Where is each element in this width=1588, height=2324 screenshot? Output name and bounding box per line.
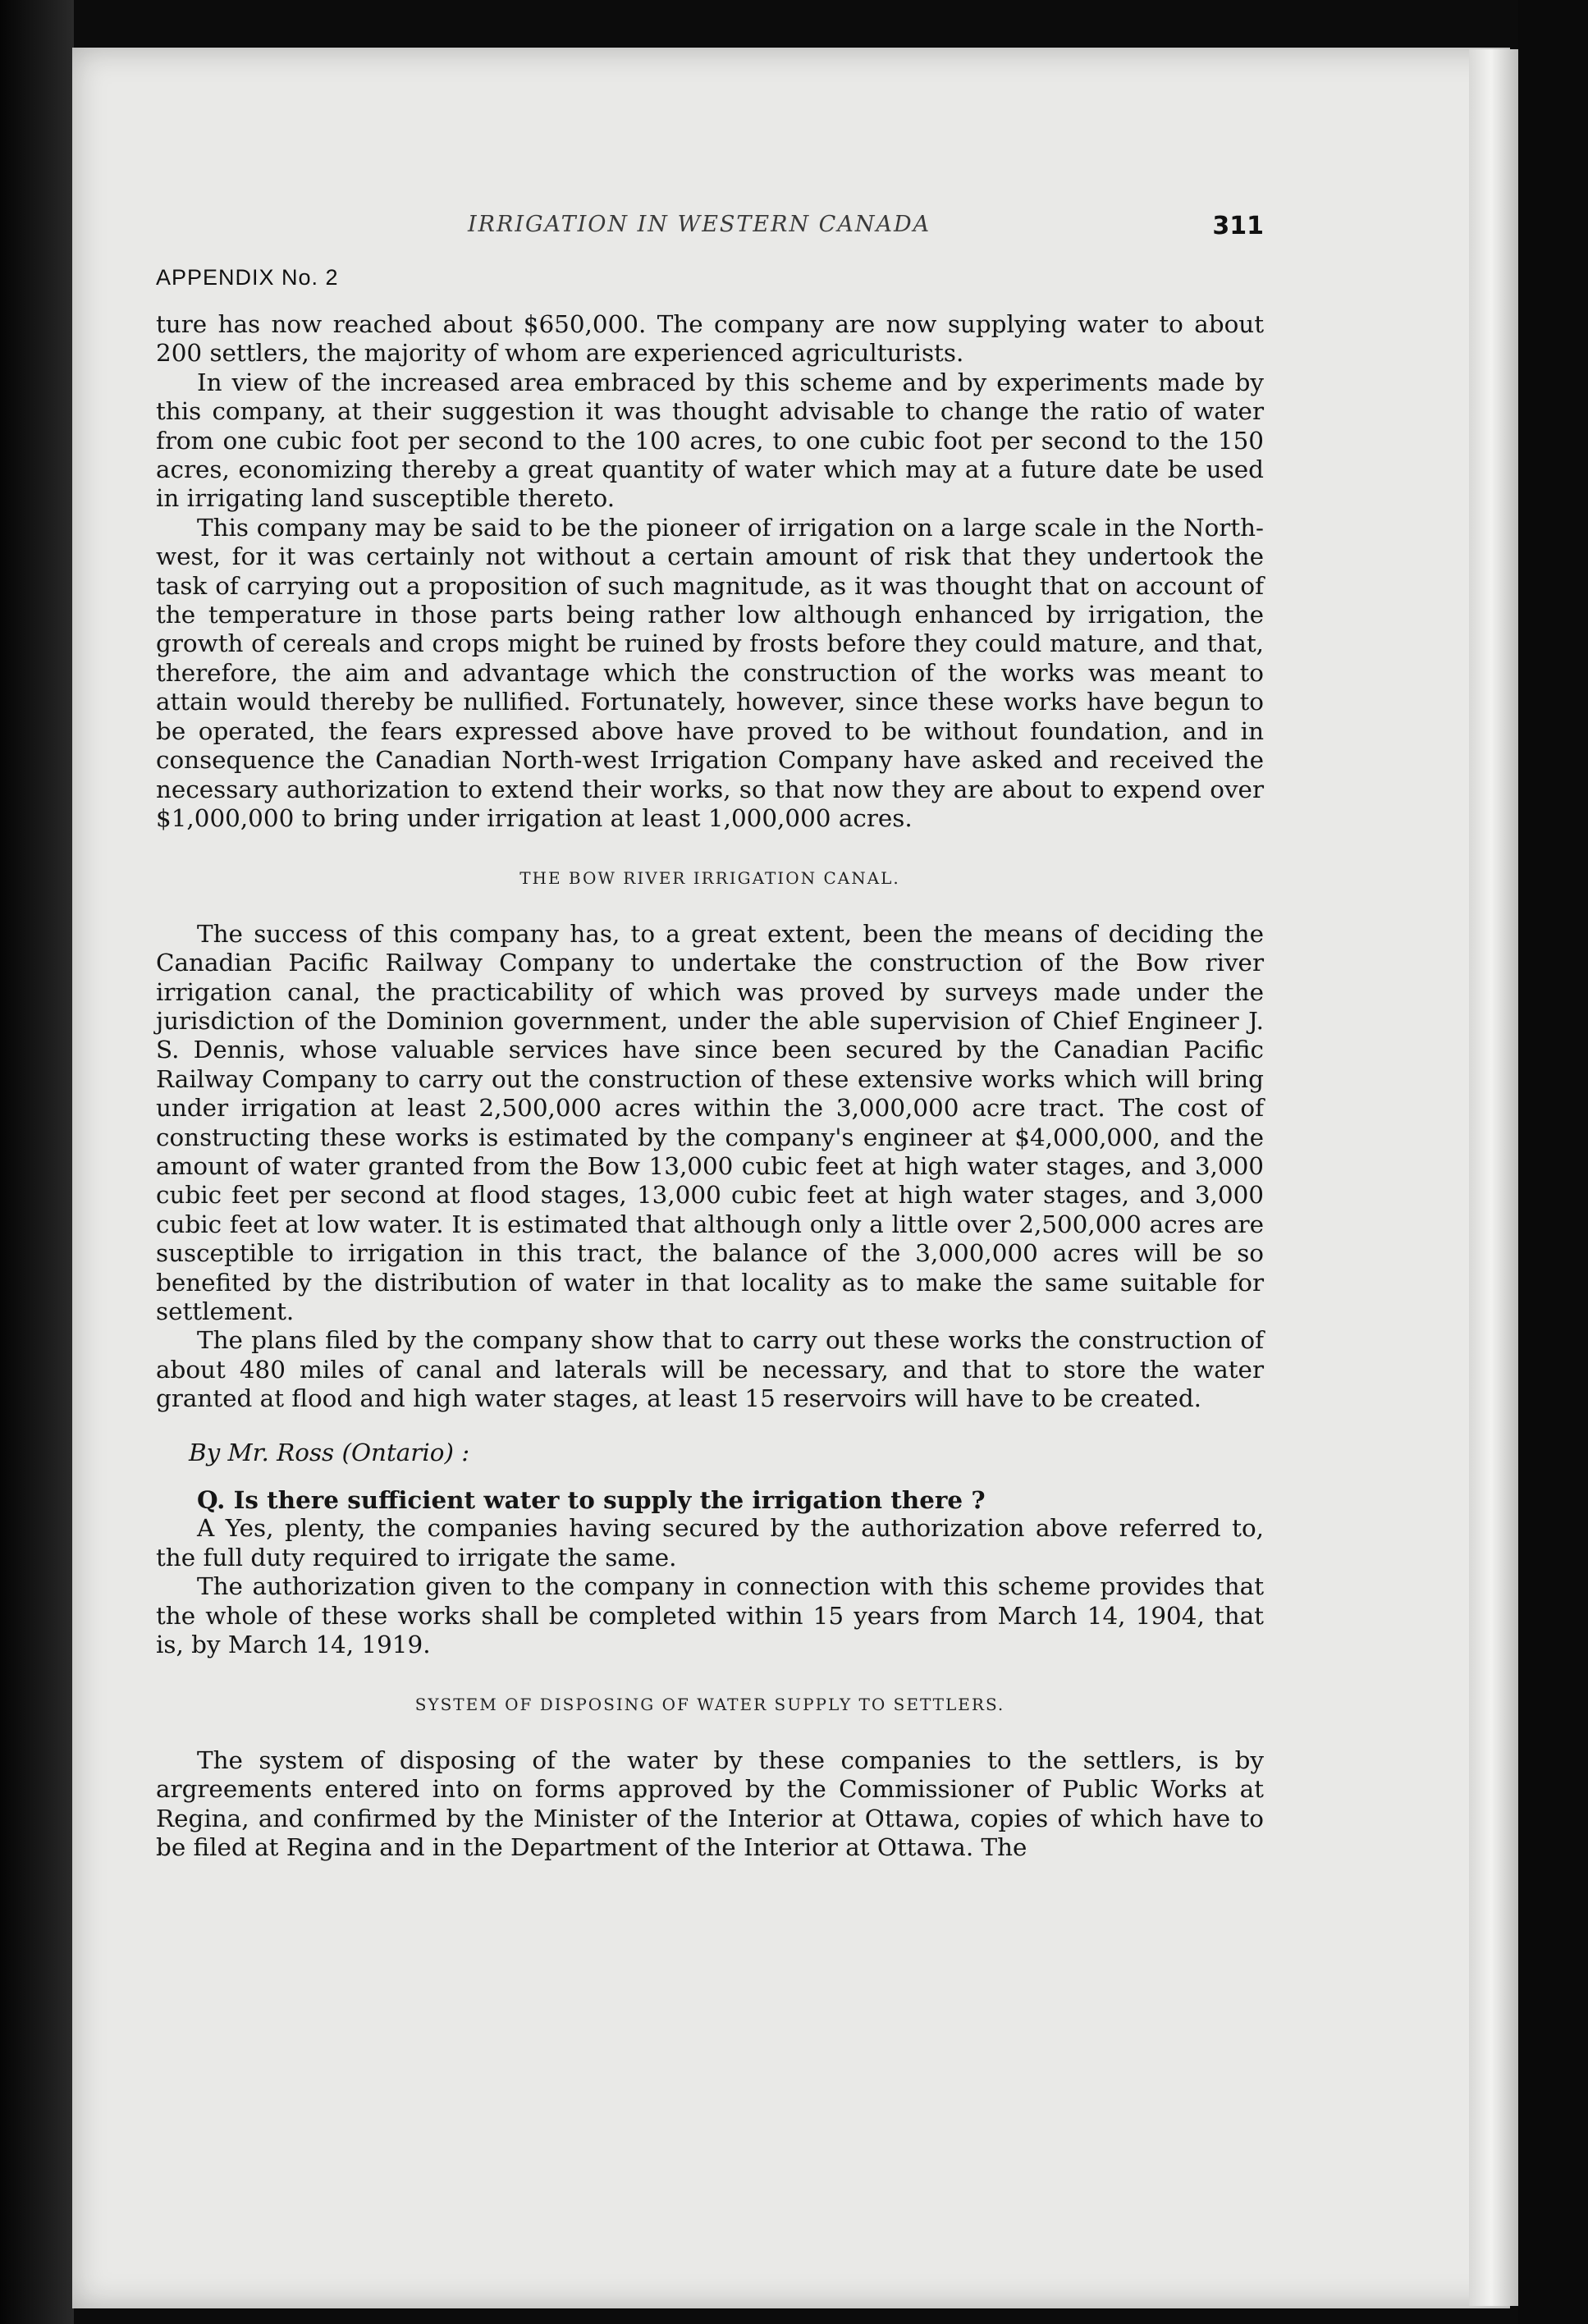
paragraph-3: This company may be said to be the pioneer of irrigation on a large scale in the North-west, for it was certainly not without a certain amount of risk that they undertook the task of carrying out a proposition of such magnitude, as it was thought that on account of the temperature in those parts being rather low although enhanced by irrigation, the growth of cereals and crops might be ruined by frosts before they could mature, and that, therefore, the aim and advantage which the construction of the works was meant to attain would thereby be nullified. Fortunately, however, since these works have begun to be operated, the fears expressed above have proved to be without foundation, and in consequence the Canadian North-west Irrigation Company have asked and received the necessary authorization to extend their works, so that now they are about to expend over $1,000,000 to bring under irrigation at least 1,000,000 acres. bbox=[156, 513, 1264, 832]
paragraph-1: ture has now reached about $650,000. The company are now supplying water to about 200 settlers, the majority of whom are experienced agriculturists. bbox=[156, 310, 1264, 368]
questioner-byline: By Mr. Ross (Ontario) : bbox=[189, 1438, 470, 1466]
body-text bbox=[156, 310, 1264, 1863]
running-head bbox=[156, 212, 1264, 253]
paragraph-5: The plans filed by the company show that to carry out these works the construction of about 480 miles of canal and laterals will be necessary, and that to store the water granted at flood and high water stages, at least 15 reservoirs will have to be created. bbox=[156, 1326, 1264, 1413]
paragraph-6: The authorization given to the company in connection with this scheme provides that the whole of these works shall be completed within 15 years from March 14, 1904, that is, by March 14, 1919. bbox=[156, 1572, 1264, 1659]
paragraph-7: The system of disposing of the water by these companies to the settlers, is by argreements entered into on forms approved by the Commissioner of Public Works at Regina, and confirmed by the Minister of the Interior at Ottawa, copies of which have to be filed at Regina and in the Department of the Interior at Ottawa. The bbox=[156, 1745, 1264, 1862]
page-edge-right bbox=[1469, 49, 1518, 2306]
answer: A Yes, plenty, the companies having secured by the authorization above referred to, the full duty required to irrigate the same. bbox=[156, 1514, 1264, 1571]
film-edge-right bbox=[1518, 0, 1588, 2324]
section-heading-bow-river: THE BOW RIVER IRRIGATION CANAL. bbox=[519, 868, 900, 889]
appendix-label: APPENDIX No. 2 bbox=[156, 265, 339, 290]
paragraph-2: In view of the increased area embraced by this scheme and by experiments made by this company, at their suggestion it was thought advisable to change the ratio of water from one cubic foot per second to the 100 acres, to one cubic foot per second to the 150 acres, economizing thereby a great quantity of water which may at a future date be used in irrigating land susceptible thereto. bbox=[156, 368, 1264, 513]
section-heading-water-supply: SYSTEM OF DISPOSING OF WATER SUPPLY TO SETTLERS. bbox=[414, 1695, 1005, 1715]
question-answer bbox=[156, 1485, 1264, 1659]
running-title: IRRIGATION IN WESTERN CANADA bbox=[468, 212, 931, 237]
page-number: 311 bbox=[1212, 212, 1264, 240]
paragraph-4: The success of this company has, to a great extent, been the means of deciding the Canadian Pacific Railway Company to undertake the construction of the Bow river irrigation canal, the practicability of which was proved by surveys made under the jurisdiction of the Dominion government, under the able supervision of Chief Engineer J. S. Dennis, whose valuable services have since been secured by the Canadian Pacific Railway Company to carry out the construction of these extensive works which will bring under irrigation at least 2,500,000 acres within the 3,000,000 acre tract. The cost of constructing these works is estimated by the company's engineer at $4,000,000, and the amount of water granted from the Bow 13,000 cubic feet at high water stages, and 3,000 cubic feet per second at flood stages, 13,000 cubic feet at high water stages, and 3,000 cubic feet at low water. It is estimated that although only a little over 2,500,000 acres are susceptible to irrigation in this tract, the balance of the 3,000,000 acres will be so benefited by the distribution of water in that locality as to make the same suitable for settlement. bbox=[156, 919, 1264, 1325]
film-edge-left bbox=[0, 0, 74, 2324]
question: Q. Is there sufficient water to supply the irrigation there ? bbox=[197, 1485, 986, 1515]
